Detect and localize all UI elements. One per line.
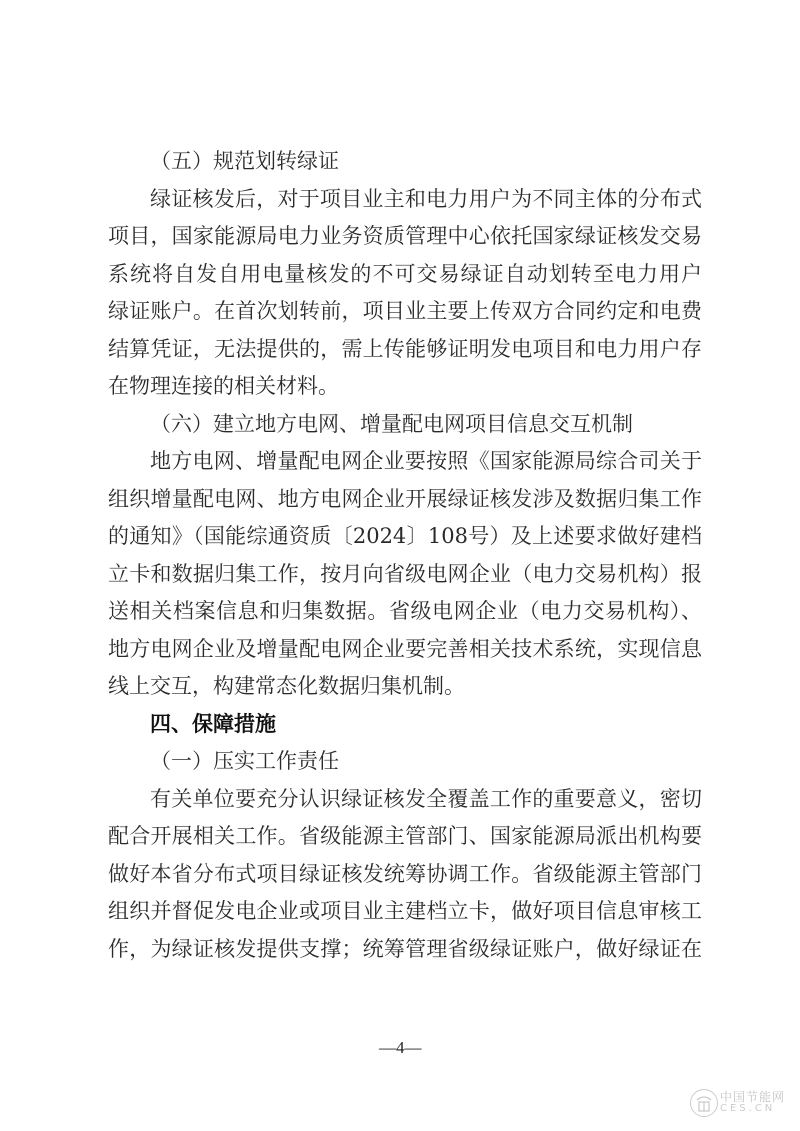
paragraph-line: 绿证账户。在首次划转前，项目业主要上传双方合同约定和电费 [108,299,702,323]
chapter-heading: 四、保障措施 [150,712,276,736]
watermark [690,1087,800,1123]
watermark-name-en: CES.CN [720,1103,776,1114]
watermark-name-cn: 中国节能网 [720,1090,786,1104]
paragraph-line: 有关单位要充分认识绿证核发全覆盖工作的重要意义，密切 [150,787,702,811]
section-heading-6: （六）建立地方电网、增量配电网项目信息交互机制 [150,412,633,436]
subsection-heading-1: （一）压实工作责任 [150,749,339,773]
paragraph-line: 系统将自发自用电量核发的不可交易绿证自动划转至电力用户 [108,262,702,286]
paragraph-line: 在物理连接的相关材料。 [108,374,339,398]
paragraph-line: 送相关档案信息和归集数据。省级电网企业（电力交易机构）、 [108,599,702,623]
section-heading-5: （五）规范划转绿证 [150,149,339,173]
paragraph-line: 做好本省分布式项目绿证核发统筹协调工作。省级能源主管部门 [108,862,702,886]
paragraph-line: 作，为绿证核发提供支撑；统筹管理省级绿证账户，做好绿证在 [108,937,702,961]
paragraph-line: 绿证核发后，对于项目业主和电力用户为不同主体的分布式 [150,187,702,211]
paragraph-line: 地方电网企业及增量配电网企业要完善相关技术系统，实现信息 [108,637,702,661]
paragraph-line: 组织并督促发电企业或项目业主建档立卡，做好项目信息审核工 [108,899,702,923]
paragraph-line: 的通知》（国能综通资质〔2024〕108号）及上述要求做好建档 [108,524,702,548]
paragraph-line: 结算凭证，无法提供的，需上传能够证明发电项目和电力用户存 [108,337,702,361]
page-number: —4— [379,1038,422,1057]
paragraph-line: 立卡和数据归集工作，按月向省级电网企业（电力交易机构）报 [108,562,702,586]
paragraph-line: 线上交互，构建常态化数据归集机制。 [108,674,465,698]
paragraph-line: 项目，国家能源局电力业务资质管理中心依托国家绿证核发交易 [108,224,702,248]
paragraph-line: 组织增量配电网、地方电网企业开展绿证核发涉及数据归集工作 [108,487,702,511]
paragraph-line: 地方电网、增量配电网企业要按照《国家能源局综合司关于 [150,449,702,473]
paragraph-line: 配合开展相关工作。省级能源主管部门、国家能源局派出机构要 [108,824,702,848]
ces-logo-icon [690,1089,718,1117]
